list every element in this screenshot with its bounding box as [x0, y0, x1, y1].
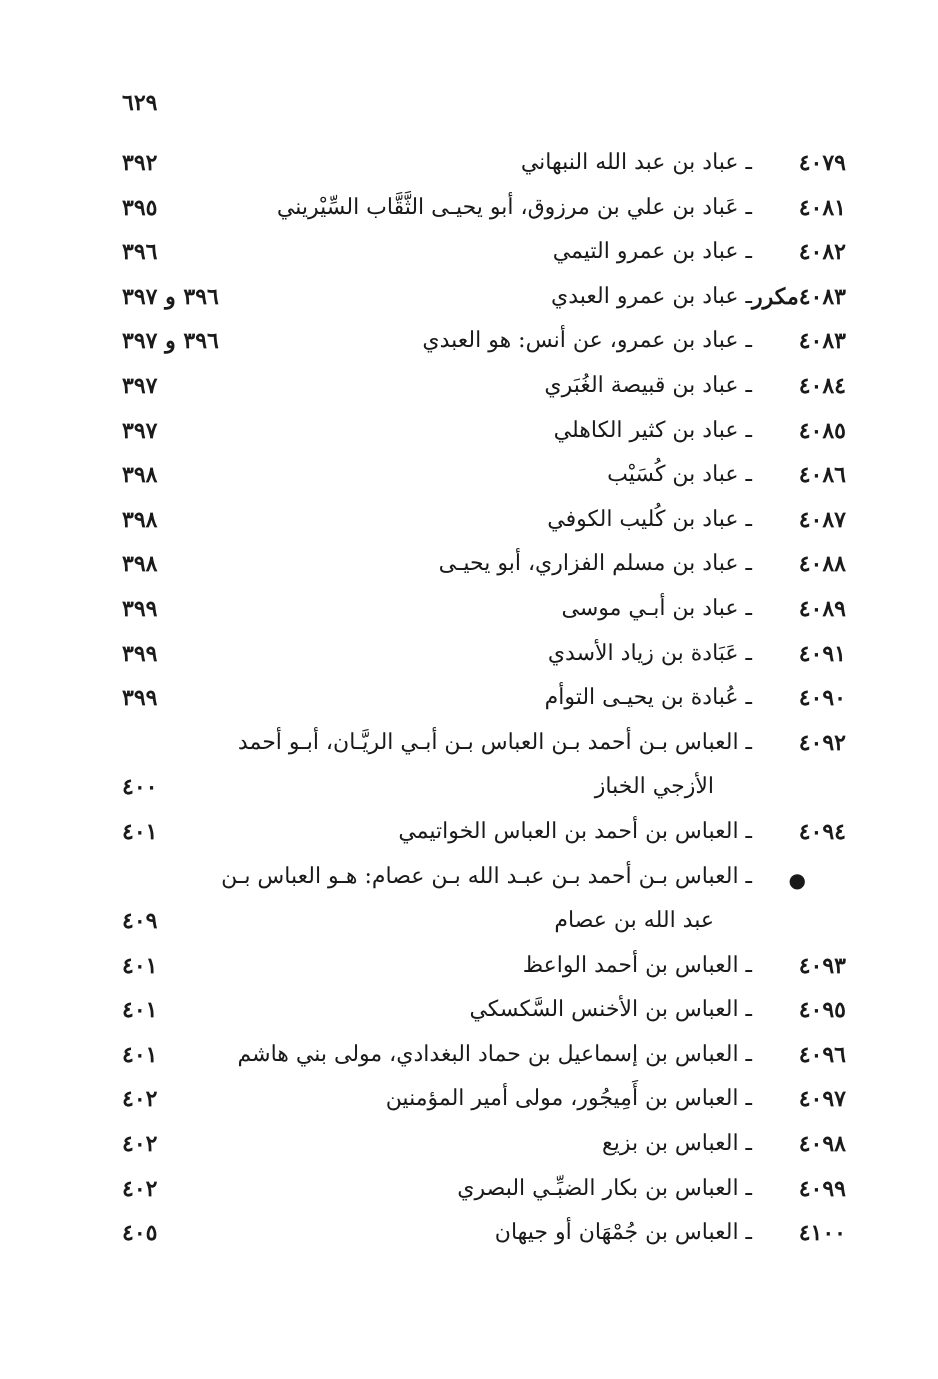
- entry-number: ٤٠٨٦: [798, 462, 846, 489]
- entry-number: ٤٠٩٩: [798, 1175, 846, 1202]
- entry-name: ـ العباس بن أحمد الواعظ: [522, 952, 752, 978]
- index-entry: [0, 501, 938, 546]
- entry-name: ـ العباس بـن أحمد بـن العباس بـن أبـي الريَّـان، أبـو أحمد: [237, 729, 752, 755]
- entry-number: ٤٠٨٥: [798, 417, 846, 444]
- entry-number: ٤٠٨١: [798, 194, 846, 221]
- entry-page-ref: ٤٠٠: [122, 774, 158, 801]
- entry-number: ٤٠٩٥: [798, 997, 846, 1024]
- index-entry: [0, 813, 938, 858]
- index-entry: [0, 902, 938, 947]
- index-entry: [0, 590, 938, 635]
- entry-page-ref: ٣٩٩: [122, 595, 158, 622]
- entry-name: ـ العباس بن بكار الضبِّـي البصري: [457, 1175, 752, 1201]
- bullet-marker: ●: [788, 867, 806, 892]
- entry-name: ـ العباس بن جُمْهَان أو جيهان: [494, 1220, 752, 1246]
- index-entry: [0, 322, 938, 367]
- entry-name: ـ عُبادة بن يحيـى التوأم: [544, 685, 752, 711]
- index-entry: [0, 679, 938, 724]
- entry-name: ـ العباس بن أَمِيجُور، مولى أمير المؤمنين: [385, 1086, 752, 1112]
- index-entry: [0, 456, 938, 501]
- index-entry: [0, 1125, 938, 1170]
- entry-name: ـ عباد بن مسلم الفزاري، أبو يحيـى: [438, 551, 752, 577]
- entry-name: ـ العباس بن إسماعيل بن حماد البغدادي، مولى بني هاشم: [237, 1041, 752, 1067]
- index-entry: [0, 991, 938, 1036]
- entry-page-ref: ٤٠٢: [122, 1086, 158, 1113]
- entry-name: ـ عباد بن كثير الكاهلي: [553, 417, 752, 443]
- entry-number: ٤٠٩٣: [798, 952, 846, 979]
- index-entry: [0, 233, 938, 278]
- entry-name: ـ العباس بن أحمد بن العباس الخواتيمي: [398, 818, 752, 844]
- entry-page-ref: ٣٩٨: [122, 551, 158, 578]
- entry-page-ref: ٤٠١: [122, 997, 158, 1024]
- index-entry: [0, 947, 938, 992]
- entry-number: ٤٠٨٢: [798, 239, 846, 266]
- index-entry: [0, 724, 938, 769]
- entry-name: ـ عَباد بن علي بن مرزوق، أبو يحيـى الثَّقَّاب السِّيْريني: [276, 194, 752, 220]
- entry-number: ٤٠٩٤: [798, 818, 846, 845]
- index-entry: [0, 1036, 938, 1081]
- index-entry: [0, 144, 938, 189]
- page-number: ٦٢٩: [122, 90, 158, 116]
- index-entry: [0, 545, 938, 590]
- entry-page-ref: ٤٠٥: [122, 1220, 158, 1247]
- entry-number: ٤٠٩٦: [798, 1041, 846, 1068]
- entry-number: ٤٠٨٣مكرر: [752, 283, 846, 310]
- entry-number: ٤٠٩٨: [798, 1131, 846, 1158]
- index-entry: [0, 768, 938, 813]
- index-entry: [0, 858, 938, 903]
- entry-page-ref: ٣٩٩: [122, 640, 158, 667]
- entry-number: ٤٠٨٣: [798, 328, 846, 355]
- entry-page-ref: ٤٠١: [122, 952, 158, 979]
- entry-name: ـ عَبَادة بن زياد الأسدي: [547, 640, 752, 666]
- entry-name: الأزجي الخباز: [594, 774, 714, 800]
- entry-number: ٤٠٧٩: [798, 150, 846, 176]
- entry-number: ٤٠٨٤: [798, 372, 846, 399]
- entry-number: ٤٠٩١: [798, 640, 846, 667]
- entry-number: ٤٠٨٧: [798, 506, 846, 533]
- entry-name: ـ عباد بن أبـي موسى: [561, 595, 752, 621]
- entry-page-ref: ٣٩٦ و ٣٩٧: [122, 283, 219, 310]
- entry-number: ٤٠٨٩: [798, 595, 846, 622]
- entry-page-ref: ٣٩٧: [122, 372, 158, 399]
- entry-name: ـ عباد بن عمرو، عن أنس: هو العبدي: [422, 328, 752, 354]
- entry-page-ref: ٤٠١: [122, 1041, 158, 1068]
- entry-name: ـ عباد بن عبد الله النبهاني: [520, 150, 752, 175]
- entry-name: عبد الله بن عصام: [554, 908, 714, 934]
- entry-name: ـ عباد بن عمرو العبدي: [551, 283, 752, 309]
- index-entry: [0, 412, 938, 457]
- entry-page-ref: ٤٠٩: [122, 908, 158, 935]
- index-entry: [0, 189, 938, 234]
- index-entry: [0, 1214, 938, 1259]
- index-entry: [0, 635, 938, 680]
- entry-page-ref: ٣٩٩: [122, 685, 158, 712]
- entry-page-ref: ٣٩٦ و ٣٩٧: [122, 328, 219, 355]
- entry-name: ـ عباد بن كُليب الكوفي: [547, 506, 752, 532]
- entry-number: ٤٠٩٢: [798, 729, 846, 756]
- entry-name: ـ عباد بن كُسَيْب: [607, 462, 752, 488]
- entry-number: ٤٠٩٧: [798, 1086, 846, 1113]
- entry-page-ref: ٣٩٥: [122, 194, 158, 221]
- index-entry: [0, 1080, 938, 1125]
- entry-name: ـ العباس بن الأخنس السَّكسكي: [469, 997, 752, 1023]
- entry-page-ref: ٤٠١: [122, 818, 158, 845]
- index-entry: [0, 1170, 938, 1215]
- entry-name: ـ عباد بن قبيصة الغُبَري: [544, 372, 752, 398]
- entry-number: ٤٠٩٠: [798, 685, 846, 712]
- entry-page-ref: ٤٠٢: [122, 1175, 158, 1202]
- entry-page-ref: ٤٠٢: [122, 1131, 158, 1158]
- entry-page-ref: ٣٩٢: [122, 150, 158, 176]
- entry-page-ref: ٣٩٨: [122, 462, 158, 489]
- index-entry: [0, 278, 938, 323]
- entry-page-ref: ٣٩٨: [122, 506, 158, 533]
- entry-name: ـ العباس بـن أحمد بـن عبـد الله بـن عصام: هـو العباس بـن: [221, 863, 752, 889]
- entry-name: ـ العباس بن بزيع: [601, 1131, 752, 1157]
- entry-number: ٤١٠٠: [798, 1220, 846, 1247]
- index-entry: [0, 367, 938, 412]
- entry-number: ٤٠٨٨: [798, 551, 846, 578]
- index-entries: [0, 144, 938, 1259]
- entry-page-ref: ٣٩٦: [122, 239, 158, 266]
- entry-page-ref: ٣٩٧: [122, 417, 158, 444]
- entry-name: ـ عباد بن عمرو التيمي: [552, 239, 752, 265]
